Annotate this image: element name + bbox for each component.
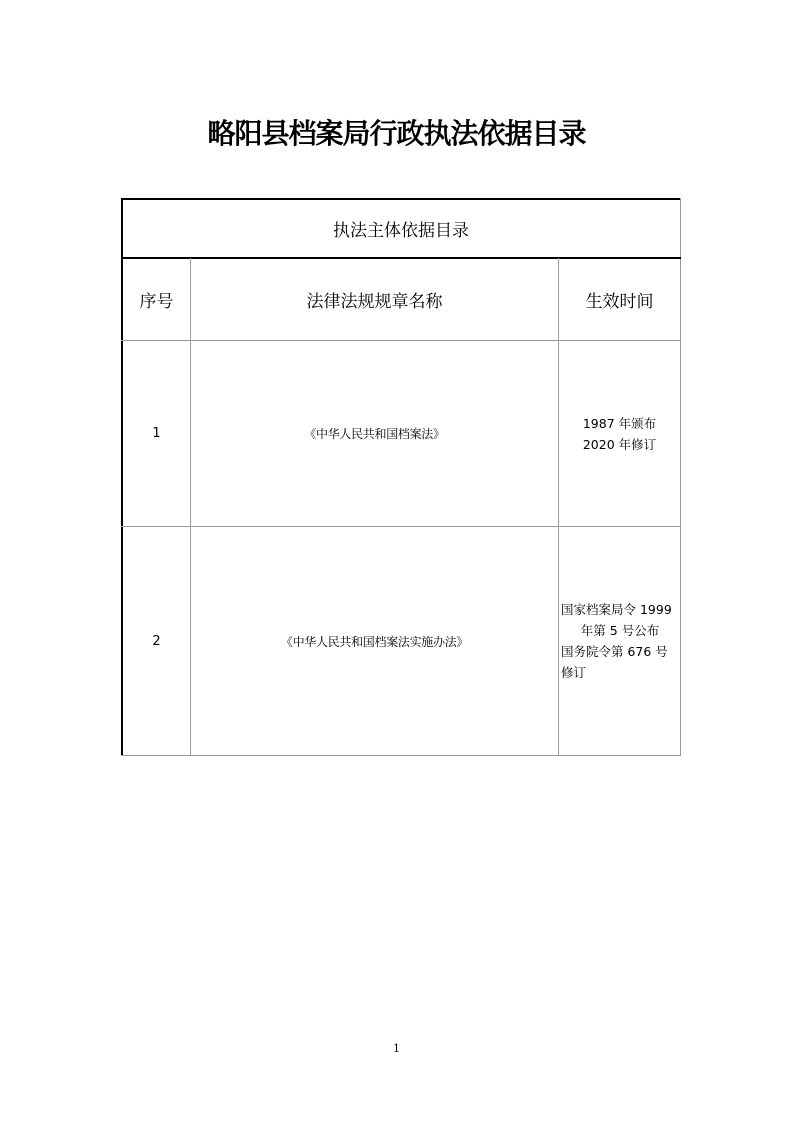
header-law-name: 法律法规规章名称 (306, 292, 443, 312)
header-effective-time: 生效时间 (585, 292, 654, 312)
table-border-bottom (121, 755, 681, 756)
row-2-effective-line: 国务院令第 676 号 (561, 644, 668, 659)
row-2-effective-time (559, 527, 680, 755)
page-number: 1 (393, 1042, 400, 1055)
row-1-effective-time (559, 341, 680, 526)
row-2-effective-line: 年第 5 号公布 (580, 623, 660, 638)
page-title: 略阳县档案局行政执法依据目录 (207, 117, 586, 150)
row-2-law-name: 《中华人民共和国档案法实施办法》 (280, 634, 469, 649)
row-1-effective-line: 2020 年修订 (582, 436, 657, 452)
row-2-effective-line: 修订 (561, 665, 587, 680)
row-1-law-name: 《中华人民共和国档案法》 (304, 427, 445, 441)
table-caption: 执法主体依据目录 (333, 221, 469, 241)
row-1-index: 1 (152, 426, 161, 441)
row-2-effective-line: 国家档案局令 1999 (561, 602, 672, 617)
row-2-index: 2 (152, 633, 161, 649)
regulation-table (121, 198, 681, 756)
row-1-effective-line: 1987 年颁布 (582, 415, 657, 431)
header-index: 序号 (139, 292, 174, 312)
table-border-right (680, 198, 681, 756)
